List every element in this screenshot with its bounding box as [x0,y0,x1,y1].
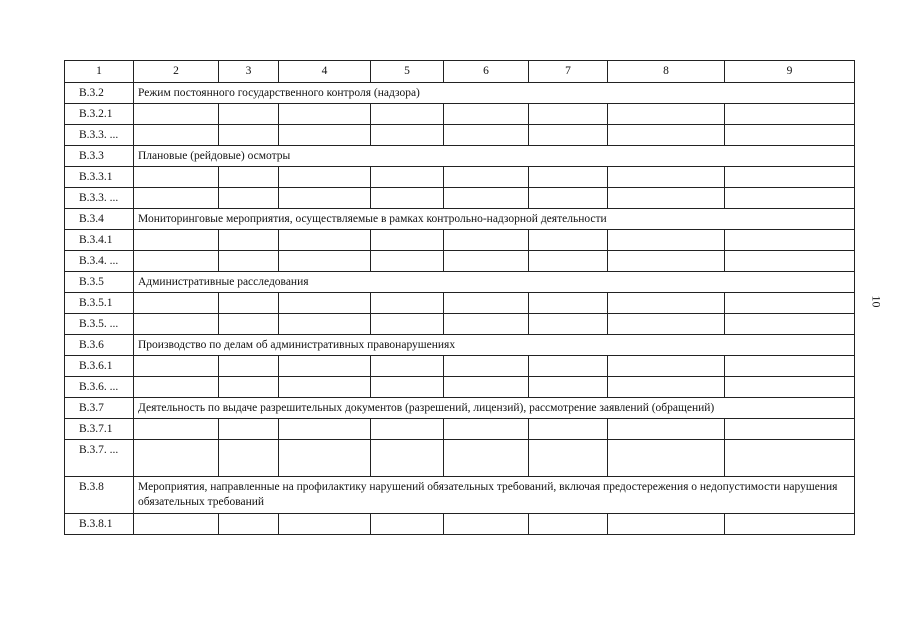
empty-cell[interactable] [444,125,529,146]
row-code-cell: В.3.6 [65,335,134,356]
empty-cell[interactable] [371,251,444,272]
column-header: 4 [279,61,371,83]
column-header: 5 [371,61,444,83]
empty-cell[interactable] [725,440,855,477]
empty-cell[interactable] [279,104,371,125]
empty-cell[interactable] [608,230,725,251]
row-code-cell: В.3.7. ... [65,440,134,477]
row-code-cell: В.3.4. ... [65,251,134,272]
empty-cell[interactable] [134,230,219,251]
empty-cell[interactable] [219,377,279,398]
empty-cell[interactable] [529,125,608,146]
empty-cell[interactable] [529,188,608,209]
empty-cell[interactable] [371,188,444,209]
empty-cell[interactable] [219,514,279,535]
column-header: 1 [65,61,134,83]
column-header: 6 [444,61,529,83]
empty-cell[interactable] [219,167,279,188]
empty-cell[interactable] [608,167,725,188]
empty-cell[interactable] [529,251,608,272]
empty-cell[interactable] [444,188,529,209]
empty-cell[interactable] [444,440,529,477]
empty-cell[interactable] [608,314,725,335]
empty-cell[interactable] [444,230,529,251]
empty-cell[interactable] [134,125,219,146]
empty-cell[interactable] [608,104,725,125]
empty-cell[interactable] [279,230,371,251]
empty-cell[interactable] [444,514,529,535]
empty-cell[interactable] [219,293,279,314]
table-row [65,188,855,209]
table-row [65,419,855,440]
empty-cell[interactable] [371,314,444,335]
row-code-cell: В.3.6. ... [65,377,134,398]
row-code-cell: В.3.8.1 [65,514,134,535]
empty-cell[interactable] [134,377,219,398]
table-row [65,125,855,146]
empty-cell[interactable] [529,230,608,251]
empty-cell[interactable] [371,356,444,377]
row-code-cell: В.3.2 [65,83,134,104]
empty-cell[interactable] [529,419,608,440]
empty-cell[interactable] [279,514,371,535]
empty-cell[interactable] [219,230,279,251]
empty-cell[interactable] [371,167,444,188]
section-title-cell: Мероприятия, направленные на профилактику нарушений обязательных требований, включая предостережения о недопустимости нарушения обязательных требований [134,477,855,514]
empty-cell[interactable] [134,167,219,188]
empty-cell[interactable] [444,377,529,398]
empty-cell[interactable] [444,419,529,440]
table-row [65,377,855,398]
column-header: 3 [219,61,279,83]
row-code-cell: В.3.2.1 [65,104,134,125]
form-table [64,60,855,535]
empty-cell[interactable] [279,440,371,477]
empty-cell[interactable] [725,125,855,146]
empty-cell[interactable] [725,514,855,535]
empty-cell[interactable] [219,440,279,477]
row-code-cell: В.3.3.1 [65,167,134,188]
empty-cell[interactable] [725,251,855,272]
empty-cell[interactable] [725,419,855,440]
row-code-cell: В.3.5. ... [65,314,134,335]
empty-cell[interactable] [371,125,444,146]
empty-cell[interactable] [279,125,371,146]
empty-cell[interactable] [444,356,529,377]
table-row [65,514,855,535]
header-row [65,61,855,83]
empty-cell[interactable] [529,514,608,535]
section-title-cell: Административные расследования [134,272,855,293]
empty-cell[interactable] [219,419,279,440]
empty-cell[interactable] [371,293,444,314]
table-row [65,293,855,314]
section-row [65,335,855,356]
row-code-cell: В.3.5.1 [65,293,134,314]
empty-cell[interactable] [608,293,725,314]
empty-cell[interactable] [725,314,855,335]
empty-cell[interactable] [529,377,608,398]
empty-cell[interactable] [444,314,529,335]
row-code-cell: В.3.3 [65,146,134,167]
empty-cell[interactable] [279,314,371,335]
empty-cell[interactable] [725,230,855,251]
empty-cell[interactable] [608,125,725,146]
section-row [65,477,855,514]
empty-cell[interactable] [134,251,219,272]
empty-cell[interactable] [371,440,444,477]
empty-cell[interactable] [529,104,608,125]
empty-cell[interactable] [725,293,855,314]
empty-cell[interactable] [529,356,608,377]
column-header: 9 [725,61,855,83]
section-title-cell: Мониторинговые мероприятия, осуществляемые в рамках контрольно-надзорной деятельности [134,209,855,230]
row-code-cell: В.3.3. ... [65,188,134,209]
section-row [65,83,855,104]
column-header: 2 [134,61,219,83]
row-code-cell: В.3.4.1 [65,230,134,251]
empty-cell[interactable] [725,167,855,188]
empty-cell[interactable] [371,514,444,535]
empty-cell[interactable] [279,293,371,314]
empty-cell[interactable] [371,419,444,440]
row-code-cell: В.3.7.1 [65,419,134,440]
empty-cell[interactable] [529,314,608,335]
row-code-cell: В.3.4 [65,209,134,230]
empty-cell[interactable] [529,440,608,477]
row-code-cell: В.3.5 [65,272,134,293]
section-row [65,272,855,293]
section-row [65,209,855,230]
empty-cell[interactable] [279,377,371,398]
empty-cell[interactable] [444,293,529,314]
empty-cell[interactable] [371,377,444,398]
empty-cell[interactable] [219,251,279,272]
empty-cell[interactable] [134,440,219,477]
empty-cell[interactable] [608,377,725,398]
empty-cell[interactable] [134,104,219,125]
empty-cell[interactable] [529,167,608,188]
empty-cell[interactable] [279,356,371,377]
empty-cell[interactable] [219,104,279,125]
empty-cell[interactable] [444,167,529,188]
empty-cell[interactable] [608,188,725,209]
empty-cell[interactable] [608,514,725,535]
empty-cell[interactable] [134,314,219,335]
empty-cell[interactable] [279,167,371,188]
section-row [65,146,855,167]
empty-cell[interactable] [134,356,219,377]
page-number: 10 [869,295,884,308]
table-row [65,440,855,477]
empty-cell[interactable] [134,514,219,535]
empty-cell[interactable] [608,419,725,440]
table-row [65,167,855,188]
section-title-cell: Деятельность по выдаче разрешительных документов (разрешений, лицензий), рассмотрение заявлений (обращений) [134,398,855,419]
empty-cell[interactable] [219,356,279,377]
table-row [65,104,855,125]
table-body [65,83,855,535]
table-row [65,251,855,272]
empty-cell[interactable] [279,251,371,272]
column-header: 7 [529,61,608,83]
column-header: 8 [608,61,725,83]
empty-cell[interactable] [608,356,725,377]
table-row [65,356,855,377]
empty-cell[interactable] [725,356,855,377]
empty-cell[interactable] [134,419,219,440]
section-title-cell: Плановые (рейдовые) осмотры [134,146,855,167]
row-code-cell: В.3.6.1 [65,356,134,377]
section-row [65,398,855,419]
section-title-cell: Производство по делам об административных правонарушениях [134,335,855,356]
empty-cell[interactable] [279,188,371,209]
empty-cell[interactable] [371,230,444,251]
row-code-cell: В.3.3. ... [65,125,134,146]
empty-cell[interactable] [279,419,371,440]
empty-cell[interactable] [725,377,855,398]
empty-cell[interactable] [608,251,725,272]
empty-cell[interactable] [444,104,529,125]
empty-cell[interactable] [219,125,279,146]
empty-cell[interactable] [529,293,608,314]
empty-cell[interactable] [444,251,529,272]
empty-cell[interactable] [725,104,855,125]
empty-cell[interactable] [608,440,725,477]
empty-cell[interactable] [371,104,444,125]
empty-cell[interactable] [219,188,279,209]
empty-cell[interactable] [725,188,855,209]
row-code-cell: В.3.8 [65,477,134,514]
row-code-cell: В.3.7 [65,398,134,419]
section-title-cell: Режим постоянного государственного контроля (надзора) [134,83,855,104]
empty-cell[interactable] [219,314,279,335]
empty-cell[interactable] [134,293,219,314]
table-row [65,230,855,251]
table-row [65,314,855,335]
empty-cell[interactable] [134,188,219,209]
